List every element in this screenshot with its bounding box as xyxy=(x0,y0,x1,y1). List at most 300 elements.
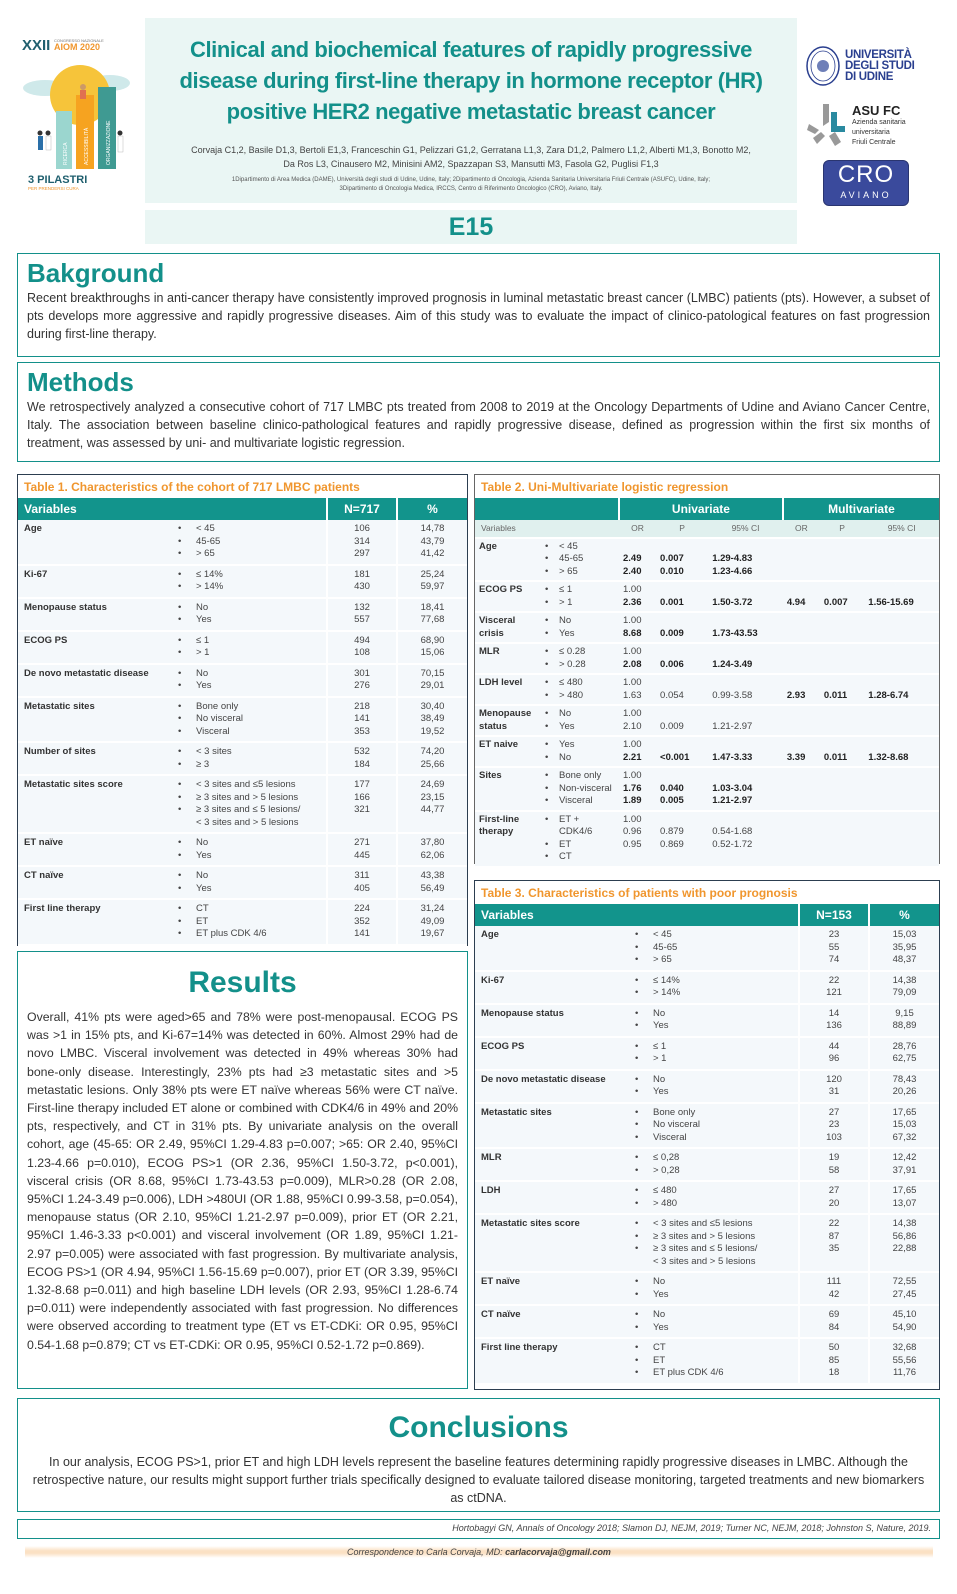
mci-value xyxy=(868,708,935,721)
percent-value: 28,76 xyxy=(892,1040,917,1052)
percent-value: 68,90 xyxy=(420,634,445,646)
table-row xyxy=(475,926,939,971)
percent-value: 14,78 xyxy=(420,523,445,534)
mp-value xyxy=(824,814,860,827)
aiom-congress-logo xyxy=(20,33,130,193)
categories xyxy=(625,1070,799,1103)
mor-value xyxy=(787,814,816,827)
categories xyxy=(168,598,327,631)
count-value: 35 xyxy=(828,1243,840,1254)
categories xyxy=(625,1272,799,1305)
mci-value xyxy=(868,646,935,659)
aiom-edition: XXII xyxy=(22,37,51,54)
count-value: 271 xyxy=(354,837,370,848)
category-item: • ≥ 3 xyxy=(174,759,320,772)
categories xyxy=(625,926,799,971)
percent-cell xyxy=(397,833,467,866)
mp-cell xyxy=(820,612,864,643)
count-cell xyxy=(799,1103,869,1149)
count-cell xyxy=(327,664,397,697)
mor-value xyxy=(787,541,816,554)
mor-cell xyxy=(783,811,820,867)
count-value: 532 xyxy=(354,746,370,757)
table-row xyxy=(475,1037,939,1070)
mor-cell xyxy=(783,736,820,767)
category-item: • ET plus CDK 4/6 xyxy=(174,928,320,941)
variable-name: Visceral crisis xyxy=(479,615,516,639)
category-item: • No visceral xyxy=(631,1119,792,1132)
category-item: • ≤ 1 xyxy=(174,635,320,648)
percent-value: 15,03 xyxy=(892,1119,917,1130)
count-cell xyxy=(799,1037,869,1070)
category-item: • < 45 xyxy=(541,541,615,554)
percent-value: 11,76 xyxy=(892,1367,917,1378)
count-value: 84 xyxy=(828,1321,840,1333)
percent-cell xyxy=(869,1103,939,1149)
mor-value xyxy=(787,708,816,721)
up-value: 0.007 xyxy=(660,553,684,564)
uci-value: 1.21-2.97 xyxy=(712,795,753,806)
percent-value: 74,20 xyxy=(420,746,445,757)
category-item: • ≤ 1 xyxy=(541,584,615,597)
svg-text:RICERCA: RICERCA xyxy=(63,142,69,165)
category-item: • ≥ 3 sites and ≤ 5 lesions/ < 3 sites and > 5 lesions xyxy=(174,804,320,829)
category-item: • > 65 xyxy=(174,548,320,561)
category-item: • ≥ 3 sites and > 5 lesions xyxy=(631,1231,792,1244)
count-value: 321 xyxy=(354,804,370,815)
table3-box xyxy=(474,880,940,1390)
category-item: • CT xyxy=(174,903,320,916)
count-value: 50 xyxy=(828,1342,840,1353)
count-cell xyxy=(327,775,397,833)
up-value xyxy=(660,646,704,659)
mp-value xyxy=(824,839,860,852)
percent-cell xyxy=(397,598,467,631)
variable-name: ECOG PS xyxy=(481,1040,525,1052)
categories xyxy=(537,767,619,811)
up-value xyxy=(660,739,704,752)
table-row xyxy=(475,705,939,736)
mp-cell xyxy=(820,674,864,705)
uor-value: 1.00 xyxy=(623,677,642,688)
table-row xyxy=(475,1305,939,1338)
table-row xyxy=(18,742,467,775)
uor-value: 1.00 xyxy=(623,646,642,657)
mci-cell xyxy=(864,736,939,767)
uci-value xyxy=(712,677,779,690)
percent-value: 13,07 xyxy=(892,1197,917,1209)
table-row xyxy=(475,1148,939,1181)
uci-value xyxy=(712,814,779,827)
category-item: • No xyxy=(174,668,320,681)
count-cell xyxy=(327,598,397,631)
categories xyxy=(168,631,327,664)
table2-caption: Table 2. Uni-Multivariate logistic regression xyxy=(481,480,729,494)
category-item: • Yes xyxy=(631,1020,792,1033)
mci-value xyxy=(868,739,935,752)
percent-cell xyxy=(869,1004,939,1037)
count-cell xyxy=(799,1305,869,1338)
up-value: 0.009 xyxy=(660,720,684,732)
category-item: • Visceral xyxy=(541,795,615,808)
variable-name: CT naïve xyxy=(481,1309,521,1320)
count-value: 141 xyxy=(354,928,370,939)
uor-value: 1.76 xyxy=(623,782,642,794)
up-cell xyxy=(656,581,708,612)
uor-value: 1.00 xyxy=(623,708,642,719)
mp-value: 0.011 xyxy=(823,689,848,701)
count-value: 23 xyxy=(828,1119,840,1130)
mci-value xyxy=(868,566,935,579)
variable-name: LDH level xyxy=(479,677,523,688)
category-item: • No xyxy=(541,752,615,765)
uor-value: 2.36 xyxy=(623,596,642,608)
references: Hortobagyi GN, Annals of Oncology 2018; Slamon DJ, NEJM, 2019; Turner NC, NEJM, 2018; Johnston S, Nature, 2019. xyxy=(17,1519,940,1539)
up-value xyxy=(660,677,704,690)
percent-value: 55,56 xyxy=(892,1354,917,1366)
up-cell xyxy=(656,674,708,705)
percent-value: 44,77 xyxy=(420,804,445,815)
categories xyxy=(168,565,327,598)
percent-value: 19,67 xyxy=(420,928,445,939)
variable-name: Menopause status xyxy=(479,708,532,732)
table2-header-multivariate: Multivariate xyxy=(783,498,939,520)
count-cell xyxy=(327,742,397,775)
category-item: • Yes xyxy=(541,721,615,734)
results-body: Overall, 41% pts were aged>65 and 78% were post-menopausal. ECOG PS was >1 in 15% pts, and Ki-67=14% was detected in 60%. Almost 29% had de novo LMBC. Visceral involvement was detected in 49% whereas 30% had bone-only disease. Interestingly, 23% pts had ≥3 metastatic sites and >5 metastatic lesions. Only 38% pts were ET naïve whereas 56% were CT naïve. First-line therapy included ET alone or combined with CDK4/6 in 49% and 20% pts, respectively, and CT in 31% pts. By univariate analysis on the overall cohort, age (45-65: OR 2.49, 95%CI 1.29-4.83 p=0.007; >65: OR 2.40, 95%CI 1.23-4.66 p=0.010), ECOG PS>1 (OR 2.36, 95%CI 1.50-3.72, p<0.001), visceral crisis (OR 8.68, 95%CI 1.73-43.53 p=0.009), MLR>0.28 (OR 2.08, 95%CI 1.24-3.49 p=0.006), LDH >480UI (OR 1.88, 95%CI 0.99-3.58, p=0.054), menopause status (OR 2.10, 95%CI 1.21-2.97 p=0.009), prior ET (OR 2.21, 95%CI 1.46-3.33 p<0.001) and visceral involvement (OR 1.89, 95%CI 1.21-2.97 p=0.005) were associated with fast progression. By multivariate analysis, ECOG PS>1 (OR 4.94, 95%CI 1.56-15.69 p=0.007), prior ET (OR 3.39, 95%CI 1.32-8.68 p=0.011) and high baseline LDH levels (OR 2.93, 95%CI 1.28-6.74 p=0.011) were independently associated with fast progression. No differences were observed according to treatment type (ET vs ET-CDKi: OR 0.95, 95%CI 0.54-1.68 p=0.879; CT vs ET-CDKi: OR 0.95, 95%CI 0.52-1.72 p=0.869). xyxy=(27,1010,458,1352)
mp-value xyxy=(824,783,860,796)
mci-value xyxy=(868,615,935,628)
mor-value xyxy=(787,615,816,628)
variable-name: Menopause status xyxy=(24,601,107,613)
percent-cell xyxy=(869,1070,939,1103)
variable-name: Sites xyxy=(479,770,502,781)
uor-value: 0.96 xyxy=(623,826,642,837)
mor-value xyxy=(787,566,816,579)
percent-cell xyxy=(397,631,467,664)
categories xyxy=(537,705,619,736)
correspondence: Correspondence to Carla Corvaja, MD: carlacorvaja@gmail.com xyxy=(25,1546,933,1558)
methods-body: We retrospectively analyzed a consecutive cohort of 717 LMBC pts treated from 2008 to 2019 at the Oncology Departments of Udine and Aviano Cancer Centre, Italy. The association between baseline clinico-pathological features and rapidly progressive disease, defined as progression within the first six months of treatment, was assessed by uni- and multivariate logistic regression. xyxy=(27,400,930,450)
table3-caption: Table 3. Characteristics of patients with poor prognosis xyxy=(481,886,798,900)
count-value: 314 xyxy=(354,535,370,547)
percent-value: 56,86 xyxy=(892,1230,917,1242)
table3-header-pct: % xyxy=(869,904,939,926)
category-item: • No xyxy=(631,1276,792,1289)
mor-cell xyxy=(783,674,820,705)
up-cell xyxy=(656,736,708,767)
count-value: 106 xyxy=(354,523,370,534)
up-value xyxy=(660,541,704,554)
category-item: • > 1 xyxy=(631,1053,792,1066)
uor-cell xyxy=(619,612,656,643)
variable-name: Number of sites xyxy=(24,746,96,757)
count-value: 557 xyxy=(354,614,370,625)
svg-text:ORGANIZZAZIONE: ORGANIZZAZIONE xyxy=(106,120,112,165)
category-item: • ET xyxy=(541,839,615,852)
up-value: 0.040 xyxy=(660,782,684,794)
categories xyxy=(625,971,799,1004)
percent-cell xyxy=(397,697,467,743)
count-value: 22 xyxy=(828,974,840,986)
uor-value: 1.00 xyxy=(623,584,642,595)
count-value: 69 xyxy=(828,1309,840,1320)
count-value: 405 xyxy=(354,882,370,894)
mp-value xyxy=(824,615,860,628)
background-body: Recent breakthroughs in anti-cancer therapy have consistently improved prognosis in luminal metastatic breast cancer (LMBC) patients (pts). However, a subset of pts develops more aggressive and rapidly progressive diseases. Aim of this study was to evaluate the impact of clinico-patological features on fast progression during first-line therapy. xyxy=(27,291,930,341)
uor-cell xyxy=(619,811,656,867)
count-cell xyxy=(799,1272,869,1305)
uor-cell xyxy=(619,538,656,582)
percent-value: 22,88 xyxy=(892,1243,917,1254)
category-item: • Visceral xyxy=(631,1132,792,1145)
table-row xyxy=(18,631,467,664)
table-row xyxy=(475,1214,939,1272)
categories xyxy=(168,833,327,866)
table-row xyxy=(18,866,467,899)
count-cell xyxy=(799,1148,869,1181)
abstract-code: E15 xyxy=(448,213,494,241)
category-item: • > 65 xyxy=(541,566,615,579)
count-cell xyxy=(327,520,397,565)
count-value: 85 xyxy=(828,1354,840,1366)
asufc-logo: ASU FC Azienda sanitaria universitaria Friuli Centrale xyxy=(805,96,945,154)
category-item: • Bone only xyxy=(174,701,320,714)
percent-value: 15,06 xyxy=(420,647,445,658)
category-item: • CT xyxy=(541,851,615,864)
categories xyxy=(168,742,327,775)
percent-cell xyxy=(397,899,467,945)
table-row xyxy=(475,612,939,643)
variable-name: Metastatic sites score xyxy=(481,1218,580,1229)
categories xyxy=(537,612,619,643)
variable-name: MLR xyxy=(479,646,500,657)
background-section xyxy=(17,253,940,357)
mor-cell xyxy=(783,581,820,612)
percent-cell xyxy=(397,520,467,565)
count-cell xyxy=(799,1181,869,1214)
count-value: 218 xyxy=(354,700,370,712)
uor-value: 0.95 xyxy=(623,838,642,850)
count-value: 74 xyxy=(828,954,840,965)
uci-cell xyxy=(708,767,783,811)
category-item: • Bone only xyxy=(631,1107,792,1120)
percent-cell xyxy=(397,742,467,775)
category-item: • < 3 sites and ≤5 lesions xyxy=(631,1218,792,1231)
uci-value: 0.54-1.68 xyxy=(712,826,753,837)
mp-value xyxy=(824,826,860,839)
variable-name: First line therapy xyxy=(481,1342,558,1353)
mor-value xyxy=(787,783,816,796)
table1-header-n: N=717 xyxy=(327,498,397,520)
categories xyxy=(168,866,327,899)
count-value: 14 xyxy=(828,1007,840,1019)
svg-text:ACCESSIBILITÀ: ACCESSIBILITÀ xyxy=(84,127,90,165)
count-value: 136 xyxy=(826,1020,842,1031)
mor-cell xyxy=(783,643,820,674)
table-row xyxy=(475,1103,939,1149)
category-item: • > 0,28 xyxy=(631,1165,792,1178)
percent-cell xyxy=(869,1148,939,1181)
category-item: • Bone only xyxy=(541,770,615,783)
up-value: 0.005 xyxy=(660,795,684,806)
category-item: • ≤ 14% xyxy=(631,975,792,988)
count-value: 20 xyxy=(828,1197,840,1209)
table-row xyxy=(475,767,939,811)
table2 xyxy=(475,498,939,868)
variable-name: De novo metastatic disease xyxy=(481,1073,606,1085)
categories xyxy=(625,1037,799,1070)
percent-value: 31,24 xyxy=(420,903,445,914)
percent-value: 67,32 xyxy=(892,1131,917,1143)
percent-value: 14,38 xyxy=(892,974,917,986)
count-value: 103 xyxy=(826,1131,842,1143)
table-row xyxy=(18,664,467,697)
count-value: 108 xyxy=(354,647,370,658)
count-cell xyxy=(327,833,397,866)
mor-value xyxy=(787,826,816,839)
variable-name: ET naïve xyxy=(24,837,64,848)
category-item: • No xyxy=(631,1008,792,1021)
category-item: • ≥ 3 sites and > 5 lesions xyxy=(174,792,320,805)
categories xyxy=(625,1338,799,1384)
methods-title: Methods xyxy=(27,367,134,397)
categories xyxy=(537,674,619,705)
category-item: • Yes xyxy=(174,850,320,863)
mci-value: 1.28-6.74 xyxy=(868,689,909,701)
category-item: • < 3 sites and ≤5 lesions xyxy=(174,779,320,792)
category-item: • > 14% xyxy=(631,987,792,1000)
variable-name: ET naive xyxy=(479,739,519,750)
category-item: • Yes xyxy=(631,1289,792,1302)
uci-cell xyxy=(708,643,783,674)
count-value: 141 xyxy=(354,713,370,724)
table3 xyxy=(475,904,939,1385)
category-item: • ≤ 1 xyxy=(631,1041,792,1054)
percent-value: 37,80 xyxy=(420,837,445,848)
count-value: 31 xyxy=(828,1086,840,1097)
percent-value: 45,10 xyxy=(892,1309,917,1320)
category-item: • No xyxy=(174,837,320,850)
percent-value: 54,90 xyxy=(892,1321,917,1333)
uor-cell xyxy=(619,674,656,705)
count-value: 445 xyxy=(354,849,370,861)
percent-value: 70,15 xyxy=(420,667,445,679)
percent-value: 32,68 xyxy=(892,1342,917,1353)
mp-value xyxy=(824,541,860,554)
percent-value: 9,15 xyxy=(895,1007,914,1019)
mci-value: 1.32-8.68 xyxy=(868,751,909,763)
variable-name: LDH xyxy=(481,1185,501,1196)
percent-cell xyxy=(869,1037,939,1070)
up-value: <0.001 xyxy=(660,751,690,763)
count-value: 87 xyxy=(828,1230,840,1242)
mci-cell xyxy=(864,674,939,705)
category-item: • 45-65 xyxy=(631,942,792,955)
count-value: 23 xyxy=(828,929,840,940)
table-row xyxy=(475,971,939,1004)
mci-value xyxy=(868,814,935,827)
poster-title: Clinical and biochemical features of rapidly progressive disease during first-line therapy in hormone receptor (HR) positive HER2 negative metastatic breast cancer xyxy=(179,37,763,124)
category-item: • Yes xyxy=(174,883,320,896)
count-cell xyxy=(327,697,397,743)
categories xyxy=(625,1004,799,1037)
table-row xyxy=(18,520,467,565)
categories xyxy=(168,697,327,743)
count-cell xyxy=(327,631,397,664)
mp-value xyxy=(824,739,860,752)
percent-value: 43,38 xyxy=(420,870,445,881)
mci-cell xyxy=(864,767,939,811)
uci-value: 1.73-43.53 xyxy=(712,627,758,639)
uci-cell xyxy=(708,705,783,736)
category-item: • ≤ 0.28 xyxy=(541,646,615,659)
udine-seal-icon xyxy=(805,45,841,87)
mp-value xyxy=(824,770,860,783)
mor-cell xyxy=(783,538,820,582)
mci-value xyxy=(868,770,935,783)
percent-cell xyxy=(397,565,467,598)
count-cell xyxy=(327,866,397,899)
uor-cell xyxy=(619,643,656,674)
mor-cell xyxy=(783,612,820,643)
mp-cell xyxy=(820,581,864,612)
up-cell xyxy=(656,643,708,674)
institution-logos xyxy=(805,40,945,206)
categories xyxy=(625,1103,799,1149)
category-item: • ≤ 0,28 xyxy=(631,1152,792,1165)
category-item: • ≥ 3 sites and ≤ 5 lesions/ < 3 sites and > 5 lesions xyxy=(631,1243,792,1268)
mor-cell xyxy=(783,705,820,736)
percent-value: 48,37 xyxy=(892,954,917,965)
uci-value xyxy=(712,708,779,721)
up-value xyxy=(660,708,704,721)
category-item: • > 14% xyxy=(174,581,320,594)
uci-cell xyxy=(708,736,783,767)
category-item: • ≤ 480 xyxy=(541,677,615,690)
up-value: 0.869 xyxy=(660,838,684,850)
table-row xyxy=(18,565,467,598)
count-cell xyxy=(799,1338,869,1384)
uci-cell xyxy=(708,538,783,582)
aiom-name: AIOM 2020 xyxy=(54,42,101,52)
count-value: 55 xyxy=(828,941,840,953)
uor-value: 2.49 xyxy=(623,553,642,564)
mor-value xyxy=(787,659,816,672)
mp-cell xyxy=(820,767,864,811)
uci-value: 1.03-3.04 xyxy=(712,782,753,794)
results-title: Results xyxy=(188,966,297,999)
mor-value xyxy=(787,721,816,734)
count-value: 42 xyxy=(828,1288,840,1300)
mci-value xyxy=(868,553,935,566)
correspondence-email[interactable]: carlacorvaja@gmail.com xyxy=(505,1547,611,1557)
uor-value: 2.10 xyxy=(623,720,642,732)
category-item: • ET xyxy=(174,916,320,929)
mp-value xyxy=(824,646,860,659)
table3-header-variables: Variables xyxy=(475,904,799,926)
category-item: • No visceral xyxy=(174,713,320,726)
percent-value: 49,09 xyxy=(420,915,445,927)
mci-cell xyxy=(864,811,939,867)
uci-value xyxy=(712,770,779,783)
variable-name: Ki-67 xyxy=(24,568,48,580)
uci-value xyxy=(712,646,779,659)
up-value: 0.054 xyxy=(660,689,684,701)
asufc-mark-icon xyxy=(805,102,849,148)
count-value: 44 xyxy=(828,1040,840,1052)
variable-name: Metastatic sites xyxy=(24,700,95,712)
